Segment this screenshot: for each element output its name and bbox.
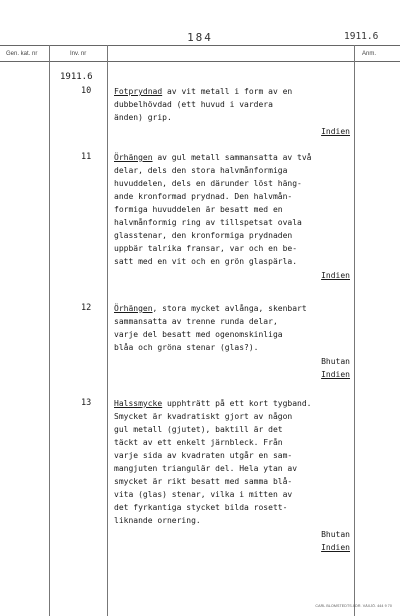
entry-number: 12	[81, 303, 92, 313]
entry-number: 11	[81, 152, 92, 162]
entry-title: Fotprydnad	[114, 87, 163, 96]
header-top-rule	[0, 45, 400, 46]
entry-title: Örhängen	[114, 304, 153, 313]
entry-text: Fotprydnad av vit metall i form av en dubbelhövdad (ett huvud i vardera änden) grip. Indien	[114, 87, 350, 136]
entry-number: 13	[81, 398, 92, 408]
column-header-inv-nr: Inv. nr	[70, 51, 87, 57]
entry-title: Örhängen	[114, 153, 153, 162]
entry-origin: Indien	[321, 127, 350, 136]
entry-origin: Indien	[321, 271, 350, 280]
entry-origin: Indien	[321, 543, 350, 552]
entry-text: Örhängen av gul metall sammansatta av två delar, dels den stora halvmånformiga huvuddelen, dels en därunder löst häng- ande kronformad prydnad. Den halvmån- formiga huvuddelen är besatt med en halvmånformig ring av tillspetsat ovala glasstenar, den kronformiga prydnaden uppbär talrika fransar, var och en be- satt med en vit och en grön glaspärla. Indien	[114, 153, 350, 280]
entry-origin: Bhutan	[321, 357, 350, 366]
entry-origin: Indien	[321, 370, 350, 379]
column-header-gen-kat-nr: Gen. kat. nr	[6, 51, 38, 57]
column-header-anm: Anm.	[362, 51, 377, 57]
entry-text: Örhängen, stora mycket avlånga, skenbart sammansatta av trenne runda delar, varje del besatt med ogenomskinliga blåa och gröna stenar (glas?). Bhutan Indien	[114, 304, 350, 379]
entry-number: 10	[81, 86, 92, 96]
entry-text: Halssmycke upphträtt på ett kort tygband. Smycket är kvadratiskt gjort av någon gul metall (gjutet), baktill är det täckt av ett enkelt järnbleck. Från varje sida av kvadraten utgår en sam- mangjuten triangulär del. Hela ytan av smycket är rikt besatt med samma blå- vita (glas) stenar, vilka i mitten av det fyrkantiga stycket bilda rosett- liknande ornering. Bhutan Indien	[114, 399, 350, 552]
column-divider-inv	[107, 45, 108, 616]
entry-title: Halssmycke	[114, 399, 163, 408]
column-divider-gen	[49, 45, 50, 616]
printer-mark: CARL BLOMSTEDTS ADR. VÄXJÖ. 444 9 70	[315, 604, 392, 608]
column-divider-anm	[354, 45, 355, 616]
page-number: 184	[187, 31, 213, 44]
entry-origin: Bhutan	[321, 530, 350, 539]
header-bottom-rule	[0, 61, 400, 62]
page-year: 1911.6	[344, 31, 379, 42]
year-heading: 1911.6	[60, 72, 93, 82]
